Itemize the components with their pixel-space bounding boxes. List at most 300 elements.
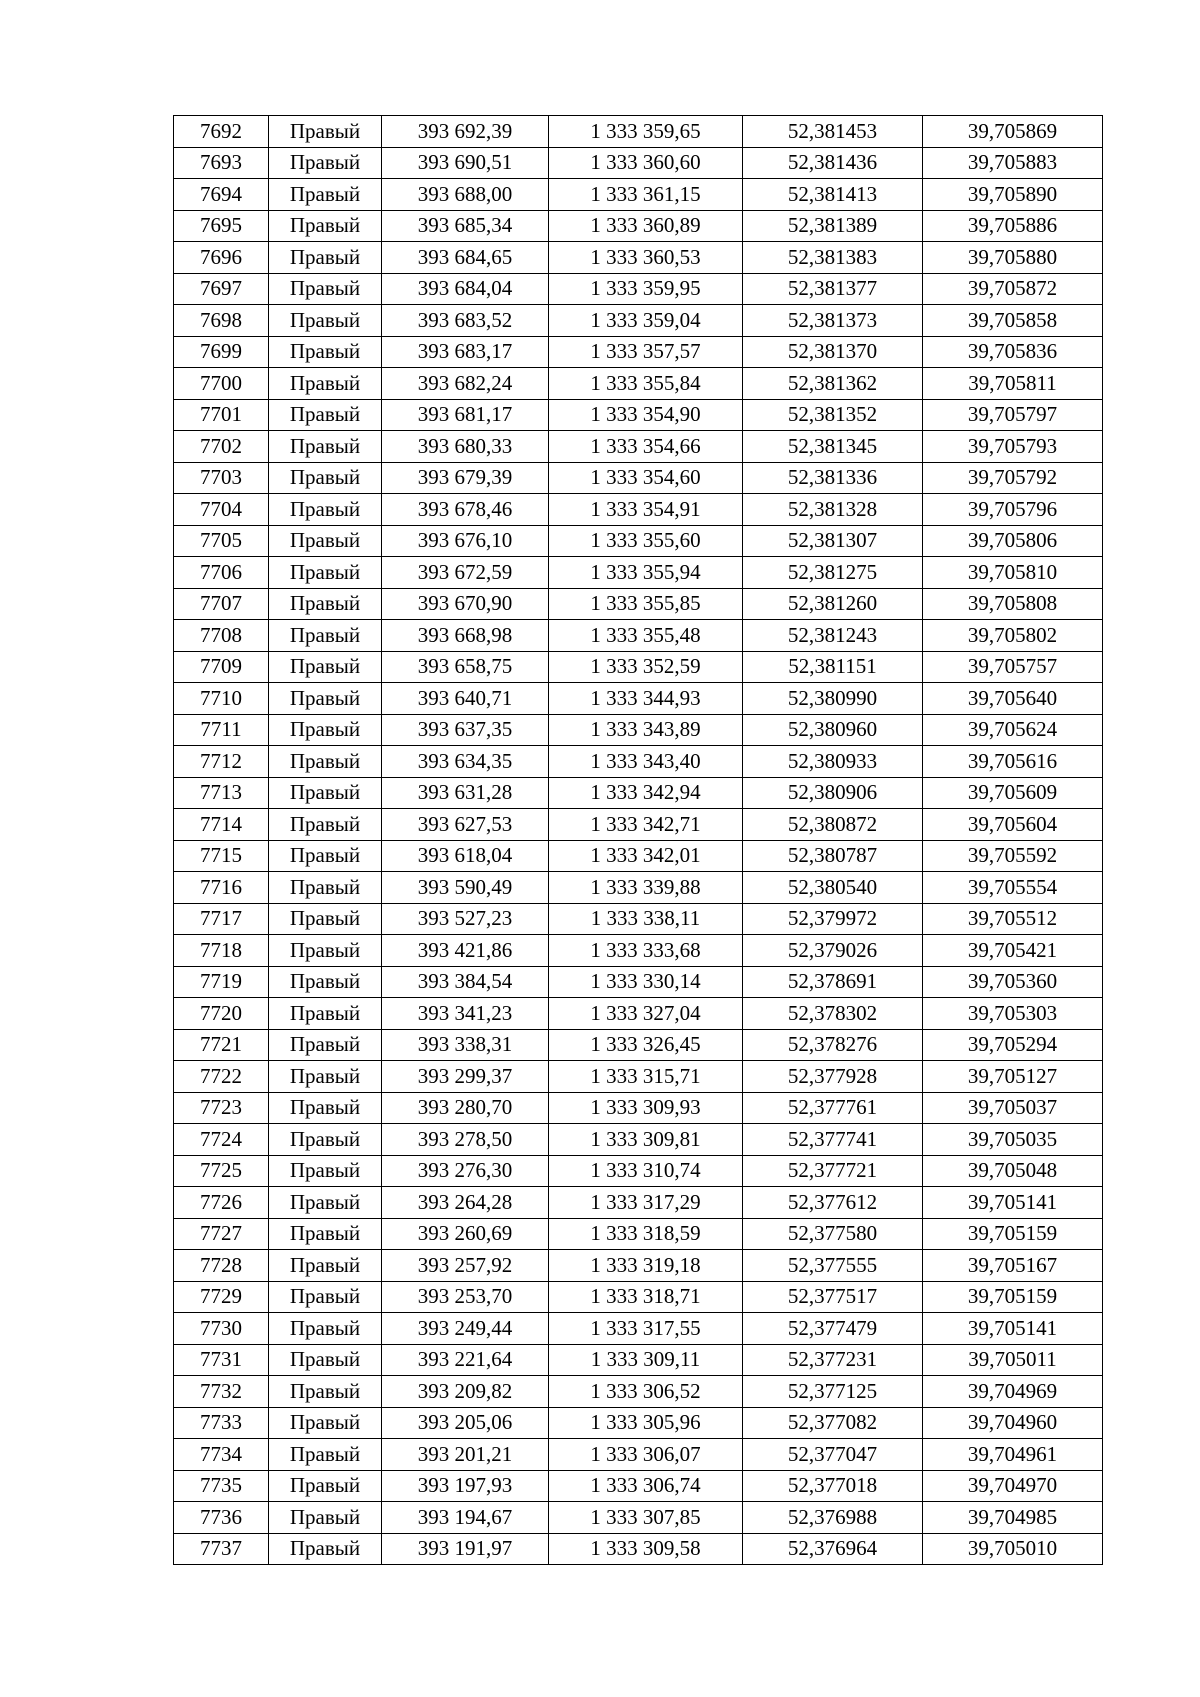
table-row [174,683,1103,715]
y-coordinate-cell: 1 333 355,48 [549,620,743,652]
point-number-cell: 7707 [174,588,269,620]
side-cell: Правый [269,935,382,967]
side-cell: Правый [269,966,382,998]
x-coordinate-cell: 393 684,04 [382,273,549,305]
y-coordinate-cell: 1 333 317,55 [549,1313,743,1345]
x-coordinate-cell: 393 627,53 [382,809,549,841]
latitude-cell: 52,381413 [743,179,923,211]
side-cell: Правый [269,116,382,148]
x-coordinate-cell: 393 338,31 [382,1029,549,1061]
point-number-cell: 7725 [174,1155,269,1187]
y-coordinate-cell: 1 333 354,60 [549,462,743,494]
side-cell: Правый [269,1439,382,1471]
side-cell: Правый [269,651,382,683]
longitude-cell: 39,704960 [923,1407,1103,1439]
side-cell: Правый [269,1502,382,1534]
point-number-cell: 7698 [174,305,269,337]
side-cell: Правый [269,777,382,809]
point-number-cell: 7712 [174,746,269,778]
y-coordinate-cell: 1 333 319,18 [549,1250,743,1282]
side-cell: Правый [269,714,382,746]
side-cell: Правый [269,1470,382,1502]
table-row [174,1187,1103,1219]
y-coordinate-cell: 1 333 307,85 [549,1502,743,1534]
y-coordinate-cell: 1 333 309,93 [549,1092,743,1124]
table-row [174,1061,1103,1093]
latitude-cell: 52,381377 [743,273,923,305]
y-coordinate-cell: 1 333 342,01 [549,840,743,872]
x-coordinate-cell: 393 640,71 [382,683,549,715]
x-coordinate-cell: 393 690,51 [382,147,549,179]
side-cell: Правый [269,1155,382,1187]
point-number-cell: 7718 [174,935,269,967]
x-coordinate-cell: 393 680,33 [382,431,549,463]
y-coordinate-cell: 1 333 318,71 [549,1281,743,1313]
table-row [174,1533,1103,1565]
side-cell: Правый [269,683,382,715]
side-cell: Правый [269,1187,382,1219]
latitude-cell: 52,379972 [743,903,923,935]
table-row [174,1281,1103,1313]
side-cell: Правый [269,336,382,368]
table-row [174,1439,1103,1471]
longitude-cell: 39,705141 [923,1187,1103,1219]
side-cell: Правый [269,872,382,904]
point-number-cell: 7716 [174,872,269,904]
point-number-cell: 7695 [174,210,269,242]
side-cell: Правый [269,903,382,935]
table-row [174,1407,1103,1439]
latitude-cell: 52,377580 [743,1218,923,1250]
longitude-cell: 39,704985 [923,1502,1103,1534]
side-cell: Правый [269,1029,382,1061]
x-coordinate-cell: 393 683,52 [382,305,549,337]
longitude-cell: 39,705048 [923,1155,1103,1187]
longitude-cell: 39,705811 [923,368,1103,400]
y-coordinate-cell: 1 333 327,04 [549,998,743,1030]
latitude-cell: 52,377018 [743,1470,923,1502]
side-cell: Правый [269,242,382,274]
x-coordinate-cell: 393 681,17 [382,399,549,431]
side-cell: Правый [269,147,382,179]
table-row [174,1029,1103,1061]
point-number-cell: 7700 [174,368,269,400]
latitude-cell: 52,377047 [743,1439,923,1471]
side-cell: Правый [269,1376,382,1408]
point-number-cell: 7730 [174,1313,269,1345]
side-cell: Правый [269,557,382,589]
latitude-cell: 52,380933 [743,746,923,778]
y-coordinate-cell: 1 333 359,65 [549,116,743,148]
side-cell: Правый [269,588,382,620]
y-coordinate-cell: 1 333 343,89 [549,714,743,746]
x-coordinate-cell: 393 205,06 [382,1407,549,1439]
y-coordinate-cell: 1 333 359,95 [549,273,743,305]
latitude-cell: 52,381345 [743,431,923,463]
longitude-cell: 39,705011 [923,1344,1103,1376]
table-row [174,746,1103,778]
latitude-cell: 52,381352 [743,399,923,431]
table-row [174,336,1103,368]
longitude-cell: 39,705872 [923,273,1103,305]
side-cell: Правый [269,746,382,778]
table-row [174,620,1103,652]
longitude-cell: 39,705592 [923,840,1103,872]
longitude-cell: 39,705810 [923,557,1103,589]
point-number-cell: 7721 [174,1029,269,1061]
table-row [174,1250,1103,1282]
y-coordinate-cell: 1 333 310,74 [549,1155,743,1187]
latitude-cell: 52,381243 [743,620,923,652]
longitude-cell: 39,705554 [923,872,1103,904]
x-coordinate-cell: 393 191,97 [382,1533,549,1565]
y-coordinate-cell: 1 333 360,53 [549,242,743,274]
side-cell: Правый [269,840,382,872]
point-number-cell: 7722 [174,1061,269,1093]
x-coordinate-cell: 393 670,90 [382,588,549,620]
point-number-cell: 7719 [174,966,269,998]
y-coordinate-cell: 1 333 338,11 [549,903,743,935]
y-coordinate-cell: 1 333 357,57 [549,336,743,368]
side-cell: Правый [269,1218,382,1250]
point-number-cell: 7735 [174,1470,269,1502]
y-coordinate-cell: 1 333 317,29 [549,1187,743,1219]
latitude-cell: 52,377612 [743,1187,923,1219]
longitude-cell: 39,705890 [923,179,1103,211]
latitude-cell: 52,377741 [743,1124,923,1156]
x-coordinate-cell: 393 384,54 [382,966,549,998]
longitude-cell: 39,705167 [923,1250,1103,1282]
point-number-cell: 7702 [174,431,269,463]
y-coordinate-cell: 1 333 342,71 [549,809,743,841]
latitude-cell: 52,381370 [743,336,923,368]
table-row [174,557,1103,589]
latitude-cell: 52,381453 [743,116,923,148]
table-row [174,210,1103,242]
table-row [174,651,1103,683]
latitude-cell: 52,381307 [743,525,923,557]
point-number-cell: 7694 [174,179,269,211]
longitude-cell: 39,705010 [923,1533,1103,1565]
y-coordinate-cell: 1 333 309,58 [549,1533,743,1565]
table-row [174,1376,1103,1408]
side-cell: Правый [269,525,382,557]
latitude-cell: 52,380787 [743,840,923,872]
latitude-cell: 52,381260 [743,588,923,620]
side-cell: Правый [269,273,382,305]
latitude-cell: 52,378302 [743,998,923,1030]
side-cell: Правый [269,1124,382,1156]
point-number-cell: 7704 [174,494,269,526]
longitude-cell: 39,705159 [923,1281,1103,1313]
longitude-cell: 39,705127 [923,1061,1103,1093]
side-cell: Правый [269,1061,382,1093]
table-row [174,1313,1103,1345]
latitude-cell: 52,381275 [743,557,923,589]
point-number-cell: 7731 [174,1344,269,1376]
longitude-cell: 39,705294 [923,1029,1103,1061]
point-number-cell: 7714 [174,809,269,841]
y-coordinate-cell: 1 333 333,68 [549,935,743,967]
longitude-cell: 39,705035 [923,1124,1103,1156]
latitude-cell: 52,380990 [743,683,923,715]
y-coordinate-cell: 1 333 344,93 [549,683,743,715]
latitude-cell: 52,376988 [743,1502,923,1534]
table-row [174,494,1103,526]
longitude-cell: 39,704969 [923,1376,1103,1408]
y-coordinate-cell: 1 333 330,14 [549,966,743,998]
x-coordinate-cell: 393 253,70 [382,1281,549,1313]
longitude-cell: 39,705360 [923,966,1103,998]
longitude-cell: 39,705808 [923,588,1103,620]
table-row [174,777,1103,809]
point-number-cell: 7715 [174,840,269,872]
longitude-cell: 39,705858 [923,305,1103,337]
y-coordinate-cell: 1 333 306,52 [549,1376,743,1408]
point-number-cell: 7723 [174,1092,269,1124]
longitude-cell: 39,705141 [923,1313,1103,1345]
latitude-cell: 52,377125 [743,1376,923,1408]
side-cell: Правый [269,399,382,431]
table-row [174,462,1103,494]
side-cell: Правый [269,1281,382,1313]
y-coordinate-cell: 1 333 309,81 [549,1124,743,1156]
longitude-cell: 39,705624 [923,714,1103,746]
latitude-cell: 52,380872 [743,809,923,841]
x-coordinate-cell: 393 276,30 [382,1155,549,1187]
table-row [174,714,1103,746]
latitude-cell: 52,377761 [743,1092,923,1124]
longitude-cell: 39,705757 [923,651,1103,683]
latitude-cell: 52,381336 [743,462,923,494]
point-number-cell: 7696 [174,242,269,274]
y-coordinate-cell: 1 333 355,94 [549,557,743,589]
y-coordinate-cell: 1 333 342,94 [549,777,743,809]
x-coordinate-cell: 393 264,28 [382,1187,549,1219]
point-number-cell: 7729 [174,1281,269,1313]
longitude-cell: 39,705797 [923,399,1103,431]
y-coordinate-cell: 1 333 354,66 [549,431,743,463]
x-coordinate-cell: 393 634,35 [382,746,549,778]
latitude-cell: 52,381383 [743,242,923,274]
coordinates-table-body [174,116,1103,1565]
side-cell: Правый [269,494,382,526]
y-coordinate-cell: 1 333 318,59 [549,1218,743,1250]
latitude-cell: 52,377517 [743,1281,923,1313]
x-coordinate-cell: 393 197,93 [382,1470,549,1502]
longitude-cell: 39,705880 [923,242,1103,274]
point-number-cell: 7724 [174,1124,269,1156]
x-coordinate-cell: 393 679,39 [382,462,549,494]
table-row [174,1344,1103,1376]
latitude-cell: 52,381151 [743,651,923,683]
y-coordinate-cell: 1 333 315,71 [549,1061,743,1093]
x-coordinate-cell: 393 658,75 [382,651,549,683]
point-number-cell: 7699 [174,336,269,368]
point-number-cell: 7734 [174,1439,269,1471]
longitude-cell: 39,705616 [923,746,1103,778]
latitude-cell: 52,377082 [743,1407,923,1439]
latitude-cell: 52,379026 [743,935,923,967]
point-number-cell: 7733 [174,1407,269,1439]
point-number-cell: 7706 [174,557,269,589]
latitude-cell: 52,380540 [743,872,923,904]
x-coordinate-cell: 393 341,23 [382,998,549,1030]
table-row [174,116,1103,148]
point-number-cell: 7713 [174,777,269,809]
side-cell: Правый [269,1092,382,1124]
x-coordinate-cell: 393 668,98 [382,620,549,652]
table-row [174,588,1103,620]
x-coordinate-cell: 393 688,00 [382,179,549,211]
y-coordinate-cell: 1 333 355,84 [549,368,743,400]
table-row [174,179,1103,211]
point-number-cell: 7732 [174,1376,269,1408]
y-coordinate-cell: 1 333 306,07 [549,1439,743,1471]
y-coordinate-cell: 1 333 360,60 [549,147,743,179]
point-number-cell: 7692 [174,116,269,148]
x-coordinate-cell: 393 590,49 [382,872,549,904]
longitude-cell: 39,705869 [923,116,1103,148]
x-coordinate-cell: 393 692,39 [382,116,549,148]
longitude-cell: 39,705806 [923,525,1103,557]
latitude-cell: 52,378691 [743,966,923,998]
x-coordinate-cell: 393 194,67 [382,1502,549,1534]
table-row [174,872,1103,904]
y-coordinate-cell: 1 333 354,90 [549,399,743,431]
x-coordinate-cell: 393 618,04 [382,840,549,872]
longitude-cell: 39,705159 [923,1218,1103,1250]
x-coordinate-cell: 393 527,23 [382,903,549,935]
point-number-cell: 7708 [174,620,269,652]
coordinates-table [173,115,1103,1565]
latitude-cell: 52,381373 [743,305,923,337]
x-coordinate-cell: 393 684,65 [382,242,549,274]
table-row [174,998,1103,1030]
y-coordinate-cell: 1 333 360,89 [549,210,743,242]
point-number-cell: 7736 [174,1502,269,1534]
table-row [174,966,1103,998]
x-coordinate-cell: 393 678,46 [382,494,549,526]
table-row [174,1155,1103,1187]
y-coordinate-cell: 1 333 361,15 [549,179,743,211]
side-cell: Правый [269,179,382,211]
side-cell: Правый [269,998,382,1030]
side-cell: Правый [269,1407,382,1439]
table-row [174,368,1103,400]
point-number-cell: 7727 [174,1218,269,1250]
longitude-cell: 39,705037 [923,1092,1103,1124]
y-coordinate-cell: 1 333 309,11 [549,1344,743,1376]
side-cell: Правый [269,1313,382,1345]
table-row [174,431,1103,463]
y-coordinate-cell: 1 333 343,40 [549,746,743,778]
table-row [174,935,1103,967]
point-number-cell: 7737 [174,1533,269,1565]
point-number-cell: 7717 [174,903,269,935]
y-coordinate-cell: 1 333 352,59 [549,651,743,683]
x-coordinate-cell: 393 249,44 [382,1313,549,1345]
point-number-cell: 7709 [174,651,269,683]
point-number-cell: 7697 [174,273,269,305]
latitude-cell: 52,381362 [743,368,923,400]
latitude-cell: 52,377928 [743,1061,923,1093]
longitude-cell: 39,705883 [923,147,1103,179]
side-cell: Правый [269,1533,382,1565]
x-coordinate-cell: 393 280,70 [382,1092,549,1124]
x-coordinate-cell: 393 683,17 [382,336,549,368]
x-coordinate-cell: 393 676,10 [382,525,549,557]
side-cell: Правый [269,305,382,337]
side-cell: Правый [269,1250,382,1282]
side-cell: Правый [269,368,382,400]
longitude-cell: 39,705792 [923,462,1103,494]
point-number-cell: 7728 [174,1250,269,1282]
longitude-cell: 39,704961 [923,1439,1103,1471]
table-row [174,1092,1103,1124]
x-coordinate-cell: 393 685,34 [382,210,549,242]
table-row [174,147,1103,179]
table-row [174,399,1103,431]
side-cell: Правый [269,809,382,841]
point-number-cell: 7703 [174,462,269,494]
table-row [174,525,1103,557]
x-coordinate-cell: 393 209,82 [382,1376,549,1408]
longitude-cell: 39,705836 [923,336,1103,368]
latitude-cell: 52,377721 [743,1155,923,1187]
x-coordinate-cell: 393 672,59 [382,557,549,589]
latitude-cell: 52,377555 [743,1250,923,1282]
longitude-cell: 39,705793 [923,431,1103,463]
table-row [174,809,1103,841]
longitude-cell: 39,705609 [923,777,1103,809]
latitude-cell: 52,380906 [743,777,923,809]
y-coordinate-cell: 1 333 326,45 [549,1029,743,1061]
point-number-cell: 7705 [174,525,269,557]
longitude-cell: 39,705421 [923,935,1103,967]
x-coordinate-cell: 393 631,28 [382,777,549,809]
longitude-cell: 39,705886 [923,210,1103,242]
side-cell: Правый [269,620,382,652]
table-row [174,1218,1103,1250]
y-coordinate-cell: 1 333 306,74 [549,1470,743,1502]
table-row [174,903,1103,935]
point-number-cell: 7693 [174,147,269,179]
table-row [174,1502,1103,1534]
latitude-cell: 52,381436 [743,147,923,179]
table-row [174,1470,1103,1502]
point-number-cell: 7720 [174,998,269,1030]
latitude-cell: 52,378276 [743,1029,923,1061]
longitude-cell: 39,705303 [923,998,1103,1030]
x-coordinate-cell: 393 278,50 [382,1124,549,1156]
y-coordinate-cell: 1 333 359,04 [549,305,743,337]
x-coordinate-cell: 393 221,64 [382,1344,549,1376]
latitude-cell: 52,381389 [743,210,923,242]
table-row [174,242,1103,274]
side-cell: Правый [269,1344,382,1376]
x-coordinate-cell: 393 637,35 [382,714,549,746]
point-number-cell: 7711 [174,714,269,746]
x-coordinate-cell: 393 299,37 [382,1061,549,1093]
longitude-cell: 39,705512 [923,903,1103,935]
side-cell: Правый [269,462,382,494]
y-coordinate-cell: 1 333 355,60 [549,525,743,557]
latitude-cell: 52,377479 [743,1313,923,1345]
latitude-cell: 52,380960 [743,714,923,746]
side-cell: Правый [269,210,382,242]
x-coordinate-cell: 393 201,21 [382,1439,549,1471]
